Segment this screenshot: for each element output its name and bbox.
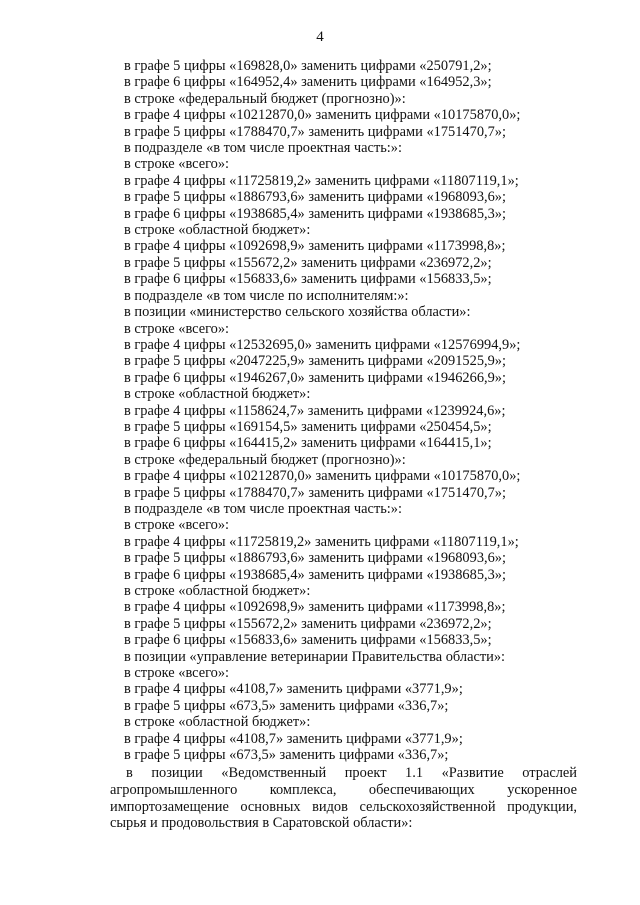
amendment-line: в строке «всего»: (124, 156, 230, 173)
amendment-line: в графе 5 цифры «673,5» заменить цифрами «336,7»; (124, 697, 449, 714)
amendment-line: в графе 5 цифры «1788470,7» заменить цифрами «1751470,7»; (124, 123, 506, 140)
amendment-line: в графе 4 цифры «4108,7» заменить цифрами «3771,9»; (124, 681, 463, 698)
amendment-line: в графе 5 цифры «673,5» заменить цифрами «336,7»; (124, 747, 449, 764)
amendment-line: в графе 5 цифры «155672,2» заменить цифрами «236972,2»; (124, 615, 492, 632)
amendment-line: в графе 5 цифры «2047225,9» заменить цифрами «2091525,9»; (124, 353, 506, 370)
amendment-line: в графе 4 цифры «11725819,2» заменить цифрами «11807119,1»; (124, 172, 519, 189)
amendment-line: в подразделе «в том числе проектная часть:»: (124, 500, 402, 517)
amendment-line: в графе 4 цифры «1092698,9» заменить цифрами «1173998,8»; (124, 599, 506, 616)
amendment-line: в графе 6 цифры «1938685,4» заменить цифрами «1938685,3»; (124, 205, 506, 222)
amendment-line: в графе 4 цифры «1158624,7» заменить цифрами «1239924,6»; (124, 402, 506, 419)
amendment-line: в строке «федеральный бюджет (прогнозно)»: (124, 90, 406, 107)
final-paragraph-text: в позиции «Ведомственный проект 1.1 «Развитие отраслей агропромышленного комплекса, обеспечивающих ускоренное импортозамещение основных видов сельскохозяйственной продукции, сырья и продовольствия в Саратовской области»: (110, 765, 577, 832)
amendment-line: в графе 5 цифры «169154,5» заменить цифрами «250454,5»; (124, 418, 492, 435)
amendment-line: в позиции «управление ветеринарии Правительства области»: (124, 648, 506, 665)
amendment-line: в графе 4 цифры «4108,7» заменить цифрами «3771,9»; (124, 730, 463, 747)
amendment-line: в графе 4 цифры «12532695,0» заменить цифрами «12576994,9»; (124, 336, 521, 353)
amendment-line: в графе 5 цифры «169828,0» заменить цифрами «250791,2»; (124, 58, 492, 74)
amendment-line: в графе 5 цифры «1886793,6» заменить цифрами «1968093,6»; (124, 189, 506, 206)
amendment-lines (124, 58, 584, 763)
final-paragraph (110, 765, 577, 832)
amendment-line: в графе 4 цифры «10212870,0» заменить цифрами «10175870,0»; (124, 107, 521, 124)
amendment-line: в графе 4 цифры «1092698,9» заменить цифрами «1173998,8»; (124, 238, 506, 255)
amendment-line: в графе 6 цифры «156833,6» заменить цифрами «156833,5»; (124, 632, 492, 649)
amendment-line: в строке «областной бюджет»: (124, 222, 311, 239)
amendment-line: в строке «областной бюджет»: (124, 386, 311, 403)
amendment-line: в графе 5 цифры «1788470,7» заменить цифрами «1751470,7»; (124, 484, 506, 501)
amendment-line: в строке «всего»: (124, 517, 230, 534)
amendment-line: в графе 6 цифры «156833,6» заменить цифрами «156833,5»; (124, 271, 492, 288)
amendment-line: в строке «областной бюджет»: (124, 714, 311, 731)
amendment-line: в графе 6 цифры «164415,2» заменить цифрами «164415,1»; (124, 435, 492, 452)
amendment-line: в строке «всего»: (124, 320, 230, 337)
amendment-line: в графе 6 цифры «1938685,4» заменить цифрами «1938685,3»; (124, 566, 506, 583)
amendment-line: в графе 6 цифры «164952,4» заменить цифрами «164952,3»; (124, 74, 492, 91)
amendment-line: в строке «федеральный бюджет (прогнозно)»: (124, 451, 406, 468)
amendment-line: в подразделе «в том числе проектная часть:»: (124, 140, 402, 157)
amendment-line: в строке «всего»: (124, 665, 230, 682)
amendment-line: в графе 6 цифры «1946267,0» заменить цифрами «1946266,9»; (124, 369, 506, 386)
page-number: 4 (316, 29, 324, 45)
amendment-line: в строке «областной бюджет»: (124, 583, 311, 599)
amendment-line: в подразделе «в том числе по исполнителям:»: (124, 287, 409, 304)
amendment-line: в графе 5 цифры «155672,2» заменить цифрами «236972,2»; (124, 254, 492, 271)
amendment-line: в графе 5 цифры «1886793,6» заменить цифрами «1968093,6»; (124, 550, 506, 567)
amendment-line: в позиции «министерство сельского хозяйства области»: (124, 304, 471, 321)
amendment-line: в графе 4 цифры «11725819,2» заменить цифрами «11807119,1»; (124, 533, 519, 550)
amendment-line: в графе 4 цифры «10212870,0» заменить цифрами «10175870,0»; (124, 468, 521, 485)
